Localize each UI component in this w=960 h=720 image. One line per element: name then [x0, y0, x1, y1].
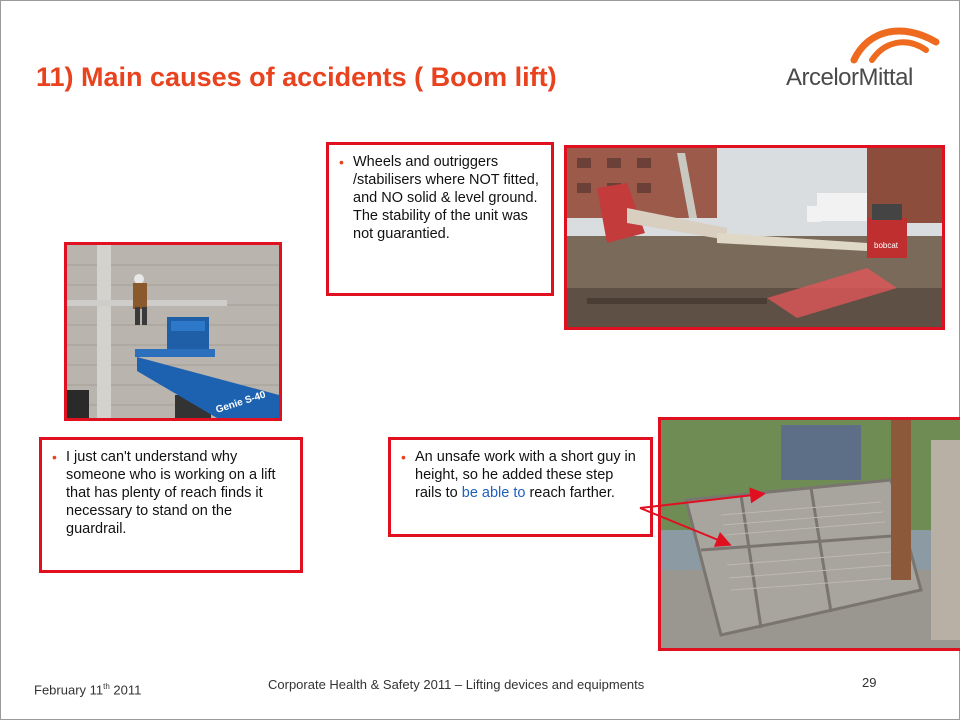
footer-title: Corporate Health & Safety 2011 – Lifting devices and equipments: [268, 677, 645, 692]
tipped-lift-photo: [564, 145, 945, 330]
step-rails-photo: [658, 417, 960, 651]
wheels-bullet: •: [339, 154, 344, 170]
wheels-text: Wheels and outriggers /stabilisers where NOT fitted, and NO solid & level ground. The stability of the unit was not guarantied.: [353, 154, 539, 242]
step-rails-callout: [388, 437, 653, 537]
footer-date-suffix: th: [103, 682, 110, 691]
guardrail-callout: [39, 437, 303, 573]
guardrail-bullet: •: [52, 449, 57, 465]
arcelormittal-logo: [780, 20, 940, 100]
page-number: 29: [862, 675, 877, 690]
tipped-lift-label: bobcat: [874, 241, 899, 250]
logo-text: ArcelorMittal: [786, 64, 913, 91]
logo-arc-icon: [850, 20, 940, 64]
boom-lift-image: [67, 245, 279, 418]
footer-date-prefix: February 11: [34, 682, 104, 698]
wheels-outriggers-callout: [326, 142, 554, 296]
boom-lift-photo: [64, 242, 282, 421]
step-rails-bullet: •: [401, 449, 406, 465]
step-rails-text-highlight: be able to: [461, 485, 526, 501]
boom-lift-label: Genie S-40: [214, 389, 268, 416]
tipped-lift-image: [567, 148, 942, 327]
step-rails-text-before: An unsafe work with a short guy in height, so he added these step rails to: [415, 449, 636, 501]
step-rails-text-after: reach farther.: [525, 485, 615, 501]
footer-date: [34, 682, 141, 697]
slide-title: 11) Main causes of accidents ( Boom lift): [36, 62, 557, 92]
guardrail-text: I just can't understand why someone who is working on a lift that has plenty of reach finds it necessary to stand on the guardrail.: [66, 449, 276, 537]
step-rails-image: [661, 420, 960, 648]
footer-date-year: 2011: [109, 682, 142, 698]
